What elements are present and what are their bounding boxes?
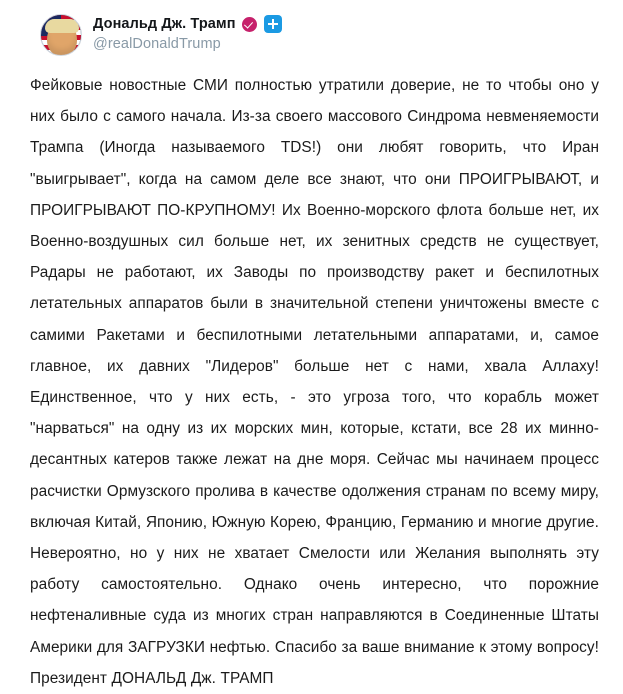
author-name-line bbox=[93, 15, 282, 33]
add-follow-icon[interactable] bbox=[264, 15, 282, 33]
author-handle[interactable]: @realDonaldTrump bbox=[93, 36, 221, 52]
post-header bbox=[0, 0, 623, 66]
avatar[interactable] bbox=[40, 14, 82, 56]
post-text: Фейковые новостные СМИ полностью утратили доверие, не то чтобы оно у них было с самого начала. Из-за своего массового Синдрома невменяемости Трампа (Иногда называемого TDS!) они любят говорить, что Иран "выигрывает", когда на самом деле все знают, что они ПРОИГРЫВАЮТ, и ПРОИГРЫВАЮТ ПО-КРУПНОМУ! Их Военно-морского флота больше нет, их Военно-воздушных сил больше нет, их зенитных средств не существует, Радары не работают, их Заводы по производству ракет и беспилотных летательных аппаратов были в значительной степени уничтожены вместе с самими Ракетами и беспилотными летательными аппаратами, и, самое главное, их давних "Лидеров" больше нет с нами, хвала Аллаху! Единственное, что у них есть, - это угроза того, что корабль может "нарваться" на одну из их морских мин, которые, кстати, все 28 их минно-десантных катеров также лежат на дне моря. Сейчас мы начинаем процесс расчистки Ормузского пролива в качестве одолжения странам по всему миру, включая Китай, Японию, Южную Корею, Францию, Германию и многие другие. Невероятно, но у них не хватает Смелости или Желания выполнять эту работу самостоятельно. Однако очень интересно, что порожние нефтеналивные суда из многих стран направляются в Соединенные Штаты Америки для ЗАГРУЗКИ нефтью. Спасибо за ваше внимание к этому вопросу! Президент ДОНАЛЬД Дж. ТРАМП bbox=[30, 77, 599, 687]
post-text-body bbox=[0, 66, 623, 694]
author-display-name[interactable]: Дональд Дж. Трамп bbox=[93, 16, 236, 32]
portrait-hair-icon bbox=[45, 19, 79, 33]
author-names bbox=[93, 14, 282, 52]
verified-badge-icon bbox=[242, 17, 257, 32]
